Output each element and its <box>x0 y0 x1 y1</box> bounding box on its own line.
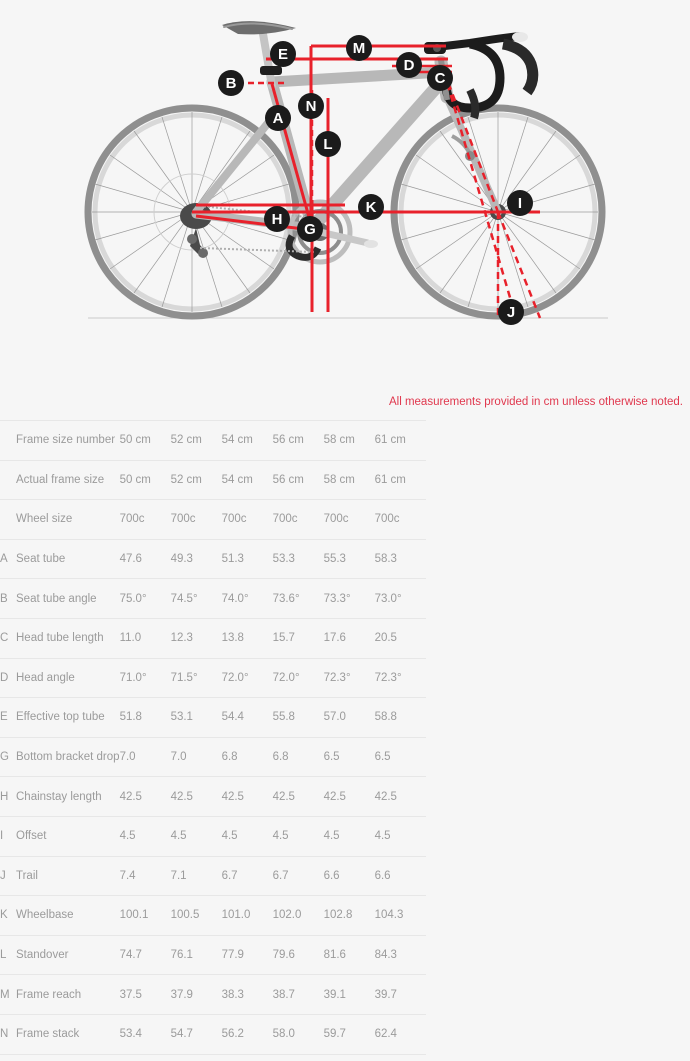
row-spacer <box>426 698 690 738</box>
table-row <box>0 698 690 738</box>
table-cell: 57.0 <box>324 698 375 738</box>
table-cell: 58.3 <box>375 539 426 579</box>
diagram-marker-n: N <box>298 93 324 119</box>
table-cell: 72.0° <box>273 658 324 698</box>
table-cell: 100.1 <box>120 896 171 936</box>
table-cell: 47.6 <box>120 539 171 579</box>
table-cell: 56.2 <box>222 1014 273 1054</box>
table-cell: 17.6 <box>324 618 375 658</box>
table-cell: 81.6 <box>324 935 375 975</box>
row-letter <box>0 460 16 500</box>
table-cell: 50 cm <box>120 421 171 461</box>
table-cell: 7.4 <box>120 856 171 896</box>
row-spacer <box>426 737 690 777</box>
table-cell: 700c <box>375 500 426 540</box>
row-spacer <box>426 975 690 1015</box>
row-letter: N <box>0 1014 16 1054</box>
table-cell: 53.4 <box>120 1014 171 1054</box>
row-letter: A <box>0 539 16 579</box>
diagram-marker-d: D <box>396 52 422 78</box>
table-cell: 74.7 <box>120 935 171 975</box>
table-cell: 102.8 <box>324 896 375 936</box>
row-spacer <box>426 539 690 579</box>
table-cell: 39.7 <box>375 975 426 1015</box>
table-cell: 73.6° <box>273 579 324 619</box>
row-label: Trail <box>16 856 120 896</box>
table-cell: 74.5° <box>171 579 222 619</box>
diagram-marker-b: B <box>218 70 244 96</box>
bike-geometry-diagram <box>0 0 690 390</box>
table-cell: 54 cm <box>222 460 273 500</box>
table-cell: 51.3 <box>222 539 273 579</box>
table-cell: 4.5 <box>375 816 426 856</box>
table-cell: 54.4 <box>222 698 273 738</box>
table-row <box>0 658 690 698</box>
table-cell: 62.4 <box>375 1014 426 1054</box>
diagram-marker-g: G <box>297 216 323 242</box>
table-cell: 700c <box>324 500 375 540</box>
row-letter: D <box>0 658 16 698</box>
row-label: Head tube length <box>16 618 120 658</box>
table-row <box>0 539 690 579</box>
row-label: Frame stack <box>16 1014 120 1054</box>
table-cell: 61 cm <box>375 460 426 500</box>
table-cell: 700c <box>222 500 273 540</box>
table-cell: 6.6 <box>375 856 426 896</box>
table-cell: 100.5 <box>171 896 222 936</box>
table-cell: 42.5 <box>120 777 171 817</box>
table-cell: 55.3 <box>324 539 375 579</box>
table-row <box>0 856 690 896</box>
table-cell: 72.3° <box>324 658 375 698</box>
table-cell: 55.8 <box>273 698 324 738</box>
row-label: Offset <box>16 816 120 856</box>
table-cell: 42.5 <box>324 777 375 817</box>
row-spacer <box>426 777 690 817</box>
row-label: Wheelbase <box>16 896 120 936</box>
table-cell: 6.8 <box>222 737 273 777</box>
table-cell: 42.5 <box>375 777 426 817</box>
row-letter: E <box>0 698 16 738</box>
table-cell: 58 cm <box>324 421 375 461</box>
table-cell: 71.0° <box>120 658 171 698</box>
table-row <box>0 421 690 461</box>
table-row <box>0 460 690 500</box>
table-cell: 72.3° <box>375 658 426 698</box>
table-row <box>0 935 690 975</box>
bicycle-illustration <box>0 0 690 390</box>
row-label: Frame size number <box>16 421 120 461</box>
row-spacer <box>426 896 690 936</box>
table-cell: 4.5 <box>171 816 222 856</box>
diagram-marker-l: L <box>315 131 341 157</box>
table-cell: 54 cm <box>222 421 273 461</box>
table-cell: 7.0 <box>120 737 171 777</box>
table-cell: 51.8 <box>120 698 171 738</box>
measurement-units-note: All measurements provided in cm unless otherwise noted. <box>388 396 683 408</box>
row-spacer <box>426 579 690 619</box>
table-cell: 71.5° <box>171 658 222 698</box>
table-cell: 20.5 <box>375 618 426 658</box>
row-label: Seat tube angle <box>16 579 120 619</box>
table-cell: 6.7 <box>222 856 273 896</box>
row-letter: M <box>0 975 16 1015</box>
table-cell: 38.7 <box>273 975 324 1015</box>
table-cell: 53.1 <box>171 698 222 738</box>
table-row <box>0 579 690 619</box>
table-cell: 58.8 <box>375 698 426 738</box>
table-cell: 61 cm <box>375 421 426 461</box>
table-cell: 39.1 <box>324 975 375 1015</box>
table-cell: 75.0° <box>120 579 171 619</box>
table-row <box>0 777 690 817</box>
table-cell: 56 cm <box>273 460 324 500</box>
row-spacer <box>426 421 690 461</box>
row-spacer <box>426 1014 690 1054</box>
row-letter: L <box>0 935 16 975</box>
table-row <box>0 500 690 540</box>
table-cell: 4.5 <box>273 816 324 856</box>
row-spacer <box>426 816 690 856</box>
diagram-marker-e: E <box>270 41 296 67</box>
table-cell: 38.3 <box>222 975 273 1015</box>
row-label: Chainstay length <box>16 777 120 817</box>
table-cell: 49.3 <box>171 539 222 579</box>
table-cell: 52 cm <box>171 421 222 461</box>
row-label: Seat tube <box>16 539 120 579</box>
row-label: Frame reach <box>16 975 120 1015</box>
row-letter <box>0 421 16 461</box>
table-row <box>0 975 690 1015</box>
table-cell: 37.5 <box>120 975 171 1015</box>
diagram-marker-c: C <box>427 65 453 91</box>
table-cell: 12.3 <box>171 618 222 658</box>
table-cell: 74.0° <box>222 579 273 619</box>
row-letter: J <box>0 856 16 896</box>
table-cell: 4.5 <box>324 816 375 856</box>
geometry-table-body <box>0 421 690 1055</box>
table-cell: 53.3 <box>273 539 324 579</box>
table-cell: 56 cm <box>273 421 324 461</box>
table-cell: 42.5 <box>171 777 222 817</box>
table-cell: 84.3 <box>375 935 426 975</box>
row-label: Wheel size <box>16 500 120 540</box>
diagram-marker-k: K <box>358 194 384 220</box>
table-cell: 73.3° <box>324 579 375 619</box>
table-cell: 11.0 <box>120 618 171 658</box>
table-cell: 15.7 <box>273 618 324 658</box>
row-letter: B <box>0 579 16 619</box>
row-label: Head angle <box>16 658 120 698</box>
row-letter: H <box>0 777 16 817</box>
geometry-table <box>0 420 690 1055</box>
row-spacer <box>426 500 690 540</box>
table-cell: 700c <box>273 500 324 540</box>
table-row <box>0 737 690 777</box>
table-cell: 52 cm <box>171 460 222 500</box>
row-spacer <box>426 618 690 658</box>
table-cell: 6.5 <box>375 737 426 777</box>
table-cell: 700c <box>120 500 171 540</box>
row-label: Actual frame size <box>16 460 120 500</box>
table-cell: 104.3 <box>375 896 426 936</box>
table-row <box>0 618 690 658</box>
table-cell: 101.0 <box>222 896 273 936</box>
table-cell: 54.7 <box>171 1014 222 1054</box>
table-cell: 73.0° <box>375 579 426 619</box>
table-cell: 6.7 <box>273 856 324 896</box>
table-cell: 7.1 <box>171 856 222 896</box>
table-row <box>0 1014 690 1054</box>
diagram-marker-i: I <box>507 190 533 216</box>
table-cell: 59.7 <box>324 1014 375 1054</box>
table-cell: 77.9 <box>222 935 273 975</box>
table-cell: 42.5 <box>273 777 324 817</box>
row-spacer <box>426 856 690 896</box>
table-cell: 102.0 <box>273 896 324 936</box>
row-label: Bottom bracket drop <box>16 737 120 777</box>
row-letter <box>0 500 16 540</box>
table-cell: 50 cm <box>120 460 171 500</box>
diagram-marker-h: H <box>264 206 290 232</box>
row-letter: G <box>0 737 16 777</box>
row-spacer <box>426 658 690 698</box>
table-cell: 76.1 <box>171 935 222 975</box>
row-letter: I <box>0 816 16 856</box>
table-cell: 700c <box>171 500 222 540</box>
row-letter: C <box>0 618 16 658</box>
table-row <box>0 896 690 936</box>
row-spacer <box>426 935 690 975</box>
handlebar <box>424 32 533 161</box>
table-cell: 7.0 <box>171 737 222 777</box>
table-row <box>0 816 690 856</box>
table-cell: 79.6 <box>273 935 324 975</box>
table-cell: 58 cm <box>324 460 375 500</box>
table-cell: 6.8 <box>273 737 324 777</box>
table-cell: 42.5 <box>222 777 273 817</box>
table-cell: 58.0 <box>273 1014 324 1054</box>
table-cell: 6.5 <box>324 737 375 777</box>
diagram-marker-j: J <box>498 299 524 325</box>
table-cell: 6.6 <box>324 856 375 896</box>
table-cell: 72.0° <box>222 658 273 698</box>
diagram-marker-m: M <box>346 35 372 61</box>
row-spacer <box>426 460 690 500</box>
row-label: Standover <box>16 935 120 975</box>
table-cell: 37.9 <box>171 975 222 1015</box>
table-cell: 4.5 <box>222 816 273 856</box>
row-letter: K <box>0 896 16 936</box>
row-label: Effective top tube <box>16 698 120 738</box>
table-cell: 4.5 <box>120 816 171 856</box>
table-cell: 13.8 <box>222 618 273 658</box>
diagram-marker-a: A <box>265 105 291 131</box>
